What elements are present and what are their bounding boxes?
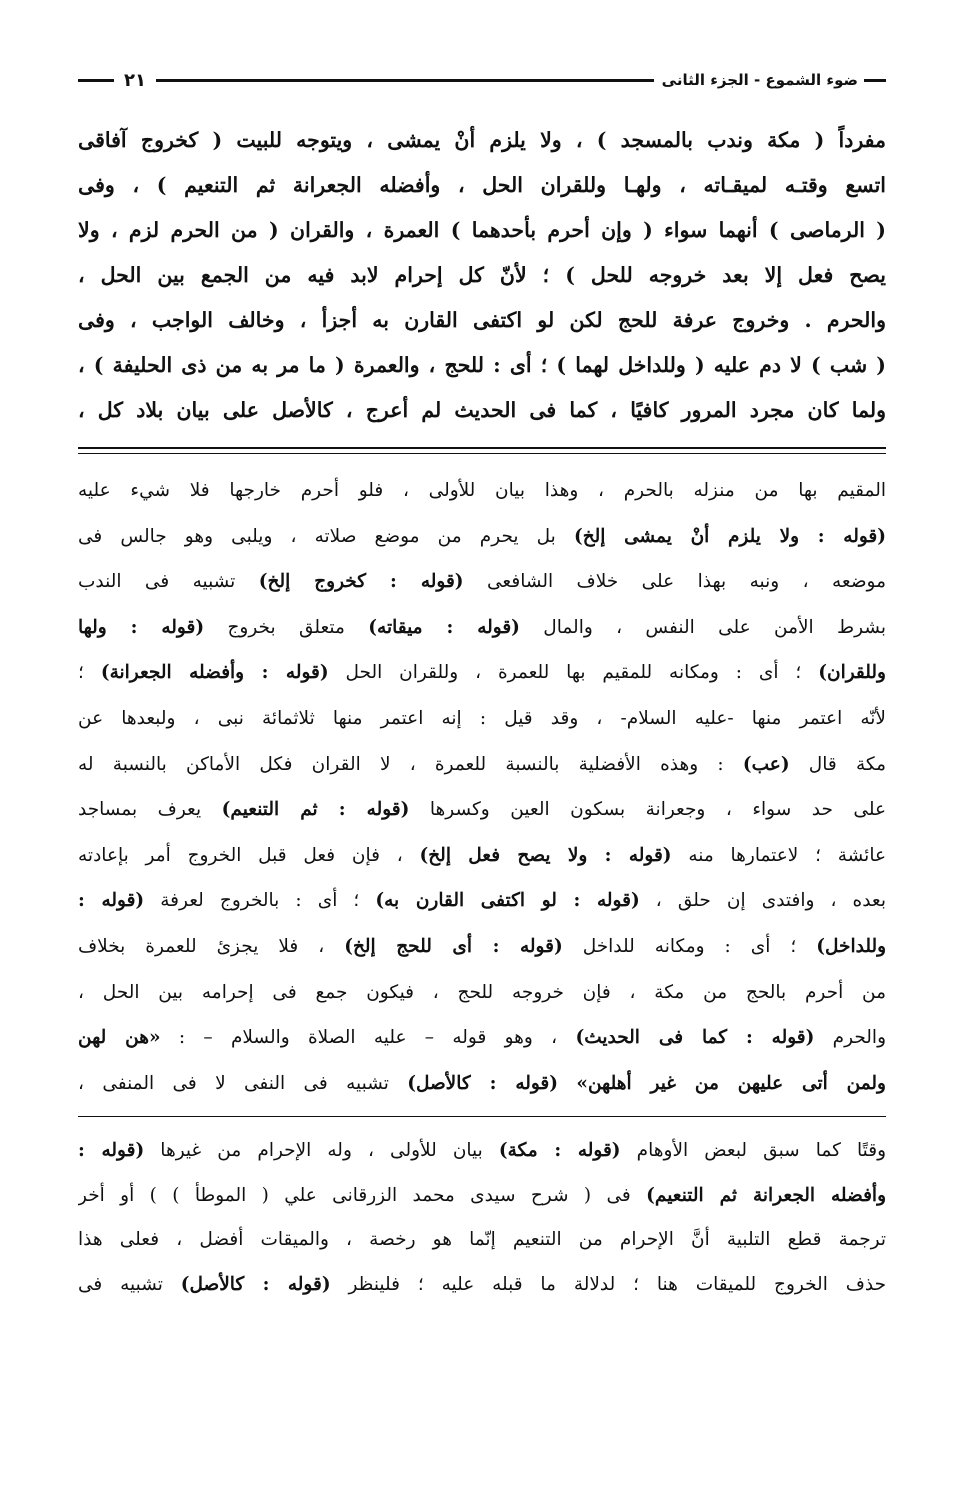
main-text	[78, 118, 886, 433]
commentary-text: المقيم بها من منزله بالحرم ، وهذا بيان للأولى ، فلو أحرم خارجها فلا شيء عليه	[78, 480, 886, 501]
quoted-lemma: (قوله : ولا يلزم أنْ يمشى إلخ)	[573, 525, 886, 547]
commentary-text	[558, 1073, 576, 1094]
quoted-lemma: (قوله : وأفضله الجعرانة)	[100, 662, 329, 684]
commentary-text: تشبيه فى النفى لا فى المنفى ،	[78, 1072, 408, 1094]
main-text-line: ولما كان مجرد المرور كافيًا ، كما فى الحديث لم أعرج ، كالأصل على بيان بلاد كل ،	[78, 398, 886, 422]
commentary-text: يعرف بمساجد	[78, 799, 222, 821]
commentary-line	[78, 559, 886, 605]
commentary-line	[78, 924, 886, 970]
main-text-line: اتسع وقتـه لميقـاته ، ولهـا وللقران الحل ، وأفضله الجعرانة ثم التنعيم ) ، وفى	[78, 173, 886, 197]
commentary-text: ؛ أى : ومكانه للمقيم بها للعمرة ، وللقران الحل	[328, 662, 819, 684]
quoted-lemma: (قوله : كالأصل)	[407, 1072, 559, 1094]
commentary-text: حذف الخروج للميقات هنا ؛ لدلالة ما قبله عليه ؛ فلينظر	[330, 1273, 886, 1295]
commentary-text: ؛	[78, 662, 101, 684]
footnote-line	[78, 1174, 886, 1219]
quoted-lemma: (عب)	[742, 753, 790, 775]
commentary-text: فى ( شرح سيدى محمد الزرقانى علي ( الموطأ ) ) أو أخر	[78, 1184, 647, 1206]
commentary-text: بل يحرم من موضع صلاته ، ويلبى وهو جالس فى	[78, 525, 574, 547]
commentary-text: مكة قال	[789, 753, 886, 775]
quoted-lemma: (قوله : ميقاته)	[368, 616, 520, 638]
commentary-line	[78, 970, 886, 1016]
commentary-line	[78, 514, 886, 560]
commentary-line	[78, 787, 886, 833]
commentary-text: ، وهو قوله – عليه الصلاة والسلام – :	[160, 1027, 576, 1049]
quoted-lemma: (قوله : كما فى الحديث)	[575, 1027, 815, 1049]
commentary-text: موضعه ، ونبه بهذا على خلاف الشافعى	[463, 571, 886, 593]
commentary-line	[78, 605, 886, 651]
section-divider-single	[78, 1116, 886, 1117]
commentary-text: ترجمة قطع التلبية أنَّ الإحرام من التنعيم إنّما هو رخصة ، والميقات أفضل ، فعلى هذا	[78, 1229, 886, 1251]
page-number: ٢١	[124, 69, 146, 91]
commentary-text: عائشة ؛ لاعتمارها منه	[671, 844, 886, 866]
commentary-text: لأنّه اعتمر منها -عليه السلام- ، وقد قيل : إنه اعتمر منها ثلاثمائة نبى ، ولبعدها عن	[78, 707, 886, 729]
commentary-line	[78, 833, 886, 879]
commentary-line	[78, 1015, 886, 1061]
running-header	[78, 60, 886, 100]
commentary-text: : وهذه الأفضلية بالنسبة للعمرة ، لا القران فكل الأماكن بالنسبة له	[78, 753, 743, 775]
quoted-lemma: (قوله : مكة)	[498, 1140, 621, 1162]
quoted-lemma: (قوله : ولا يصح فعل إلخ)	[419, 844, 672, 866]
commentary-line	[78, 1061, 886, 1107]
quoted-lemma: (قوله : ثم التنعيم)	[221, 799, 410, 821]
header-dash-left	[78, 79, 114, 82]
quoted-lemma: (قوله : ولها	[78, 616, 205, 638]
footnote-line	[78, 1263, 886, 1308]
commentary-line	[78, 878, 886, 924]
main-text-line: مفرداً ( مكة وندب بالمسجد ) ، ولا يلزم أنْ يمشى ، ويتوجه للبيت ( كخروج آفاقى	[78, 128, 886, 152]
commentary-line	[78, 650, 886, 696]
main-text-line: يصح فعل إلا بعد خروجه للحل ) ؛ لأنّ كل إحرام لابد فيه من الجمع بين الحل ،	[78, 263, 886, 287]
commentary-text: بعده ، وافتدى إن حلق ،	[639, 890, 886, 912]
quoted-lemma: وأفضله الجعرانة ثم التنعيم)	[646, 1184, 886, 1206]
section-divider-double	[78, 447, 886, 454]
commentary-text: وقتًا كما سبق لبعض الأوهام	[620, 1140, 886, 1162]
commentary-text: على حد سواء ، وجعرانة بسكون العين وكسرها	[409, 799, 886, 821]
commentary-line	[78, 742, 886, 788]
quoted-lemma: (قوله : أى للحج إلخ)	[344, 935, 563, 957]
commentary	[78, 468, 886, 1106]
commentary-text: تشبيه فى	[78, 1273, 181, 1295]
commentary-text: ، فلا يجزئ للعمرة بخلاف	[78, 935, 345, 957]
header-rule	[156, 79, 654, 82]
quoted-lemma: وللقران)	[818, 662, 886, 684]
main-text-line: ( شب ) لا دم عليه ( وللداخل لهما ) ؛ أى : للحج ، والعمرة ( ما مر به من ذى الحليفة ) ،	[78, 353, 886, 377]
footnote-line	[78, 1129, 886, 1174]
quoted-lemma: (قوله :	[78, 890, 145, 912]
commentary-text: ؛ أى : بالخروج لعرفة	[144, 890, 376, 912]
commentary-text: متعلق بخروج	[204, 616, 369, 638]
quoted-lemma: «هن لهن	[78, 1027, 161, 1049]
book-page	[78, 60, 886, 1470]
footnote-line	[78, 1218, 886, 1263]
commentary-line	[78, 696, 886, 742]
quoted-lemma: (قوله : لو اكتفى القارن به)	[375, 890, 640, 912]
commentary-text: ، فإن فعل قبل الخروج أمر بإعادته	[78, 844, 420, 866]
commentary-text: ؛ أى : ومكانه للداخل	[562, 935, 817, 957]
quoted-lemma: (قوله :	[78, 1140, 145, 1162]
quoted-lemma: (قوله : كالأصل)	[180, 1273, 331, 1295]
quoted-lemma: وللداخل)	[816, 935, 886, 957]
quoted-lemma: ولمن أتى عليهن من غير أهلهن»	[576, 1072, 886, 1094]
commentary-text: والحرم	[814, 1027, 886, 1049]
main-text-line: ( الرماصى ) أنهما سواء ( وإن أحرم بأحدهما ) العمرة ، والقران ( من الحرم لزم ، ولا	[78, 218, 886, 242]
main-text-line: والحرم . وخروج عرفة للحج لكن لو اكتفى القارن به أجزأ ، وخالف الواجب ، وفى	[78, 308, 886, 332]
commentary-text: من أحرم بالحج من مكة ، فإن خروجه للحج ، فيكون جمع فى إحرامه بين الحل ،	[78, 981, 886, 1003]
footnote	[78, 1129, 886, 1307]
commentary-text: بشرط الأمن على النفس ، والمال	[519, 616, 886, 638]
header-title: ضوء الشموع - الجزء الثانى	[661, 71, 858, 89]
commentary-text: تشبيه فى الندب	[78, 571, 259, 593]
quoted-lemma: (قوله : كخروج إلخ)	[258, 571, 464, 593]
commentary-line	[78, 468, 886, 514]
commentary-text: بيان للأولى ، وله الإحرام من غيرها	[144, 1140, 499, 1162]
header-dash-right	[864, 79, 886, 82]
